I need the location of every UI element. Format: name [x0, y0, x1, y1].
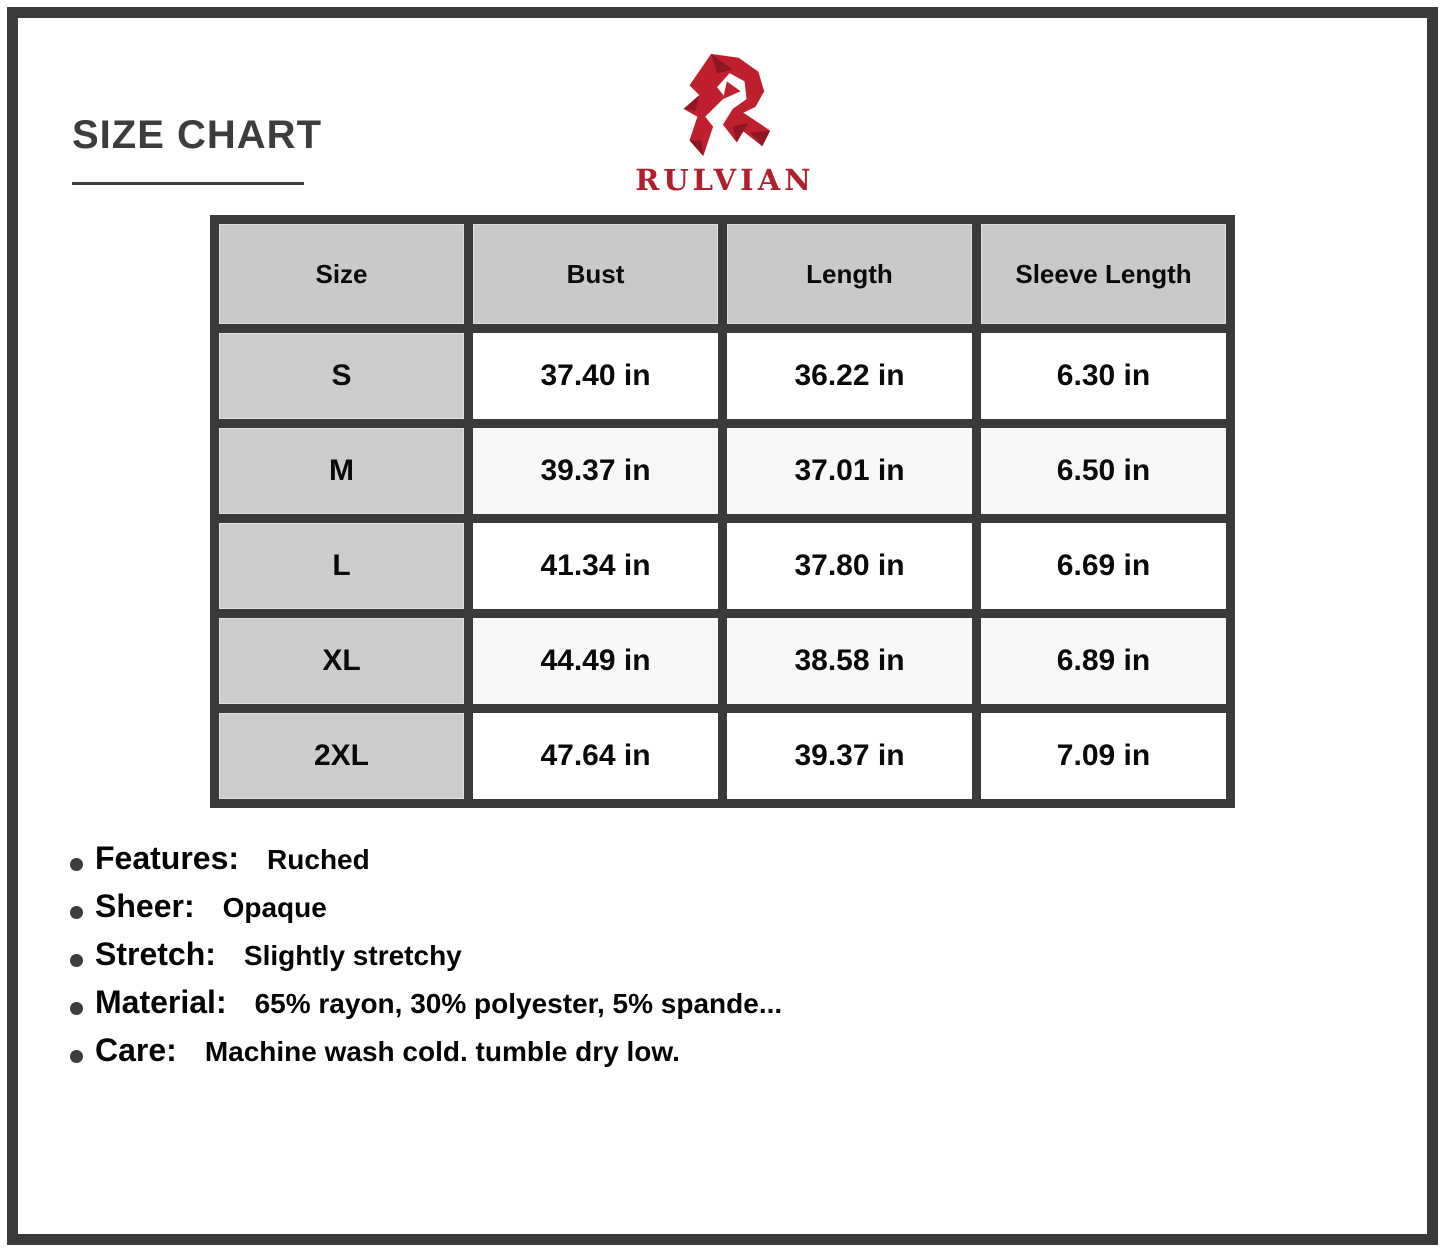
bullet-icon	[70, 858, 83, 871]
size-cell: XL	[219, 618, 464, 704]
detail-label: Material:	[95, 984, 227, 1020]
bust-cell: 47.64 in	[473, 713, 718, 799]
header-cell-sleeve-length: Sleeve Length	[981, 224, 1226, 324]
table-row	[219, 618, 1226, 704]
sleeve-length-cell: 6.89 in	[981, 618, 1226, 704]
header-cell-bust: Bust	[473, 224, 718, 324]
page-title: SIZE CHART	[72, 113, 322, 157]
bust-cell: 41.34 in	[473, 523, 718, 609]
sleeve-length-cell: 6.50 in	[981, 428, 1226, 514]
brand-name: RULVIAN	[635, 163, 815, 197]
bust-cell: 37.40 in	[473, 333, 718, 419]
detail-value: Slightly stretchy	[243, 940, 462, 971]
detail-label: Stretch:	[95, 936, 216, 972]
bust-cell: 44.49 in	[473, 618, 718, 704]
list-item-material	[70, 984, 782, 1032]
length-cell: 38.58 in	[727, 618, 972, 704]
sleeve-length-cell: 7.09 in	[981, 713, 1226, 799]
list-item-care	[70, 1032, 782, 1080]
table-row	[219, 428, 1226, 514]
bullet-icon	[70, 954, 83, 967]
list-item-sheer	[70, 888, 782, 936]
product-details-list	[70, 840, 782, 1080]
sleeve-length-cell: 6.69 in	[981, 523, 1226, 609]
list-item-stretch	[70, 936, 782, 984]
bullet-icon	[70, 1002, 83, 1015]
brand-logo	[596, 46, 854, 195]
table-row	[219, 713, 1226, 799]
header-cell-size: Size	[219, 224, 464, 324]
length-cell: 36.22 in	[727, 333, 972, 419]
list-item-features	[70, 840, 782, 888]
bullet-icon	[70, 906, 83, 919]
brand-logo-mark-icon	[658, 46, 780, 164]
size-chart-table	[210, 215, 1235, 808]
detail-value: 65% rayon, 30% polyester, 5% spande...	[254, 988, 783, 1019]
detail-label: Sheer:	[95, 888, 195, 924]
detail-value: Ruched	[267, 844, 370, 875]
detail-label: Care:	[95, 1032, 177, 1068]
table-row	[219, 333, 1226, 419]
size-cell: 2XL	[219, 713, 464, 799]
bust-cell: 39.37 in	[473, 428, 718, 514]
length-cell: 37.01 in	[727, 428, 972, 514]
size-cell: L	[219, 523, 464, 609]
table-header-row	[219, 224, 1226, 324]
length-cell: 37.80 in	[727, 523, 972, 609]
header-cell-length: Length	[727, 224, 972, 324]
detail-label: Features:	[95, 840, 240, 876]
size-cell: M	[219, 428, 464, 514]
sleeve-length-cell: 6.30 in	[981, 333, 1226, 419]
detail-value: Opaque	[222, 892, 327, 923]
detail-value: Machine wash cold. tumble dry low.	[204, 1036, 680, 1067]
bullet-icon	[70, 1050, 83, 1063]
length-cell: 39.37 in	[727, 713, 972, 799]
title-underline	[72, 182, 304, 185]
size-cell: S	[219, 333, 464, 419]
table-row	[219, 523, 1226, 609]
